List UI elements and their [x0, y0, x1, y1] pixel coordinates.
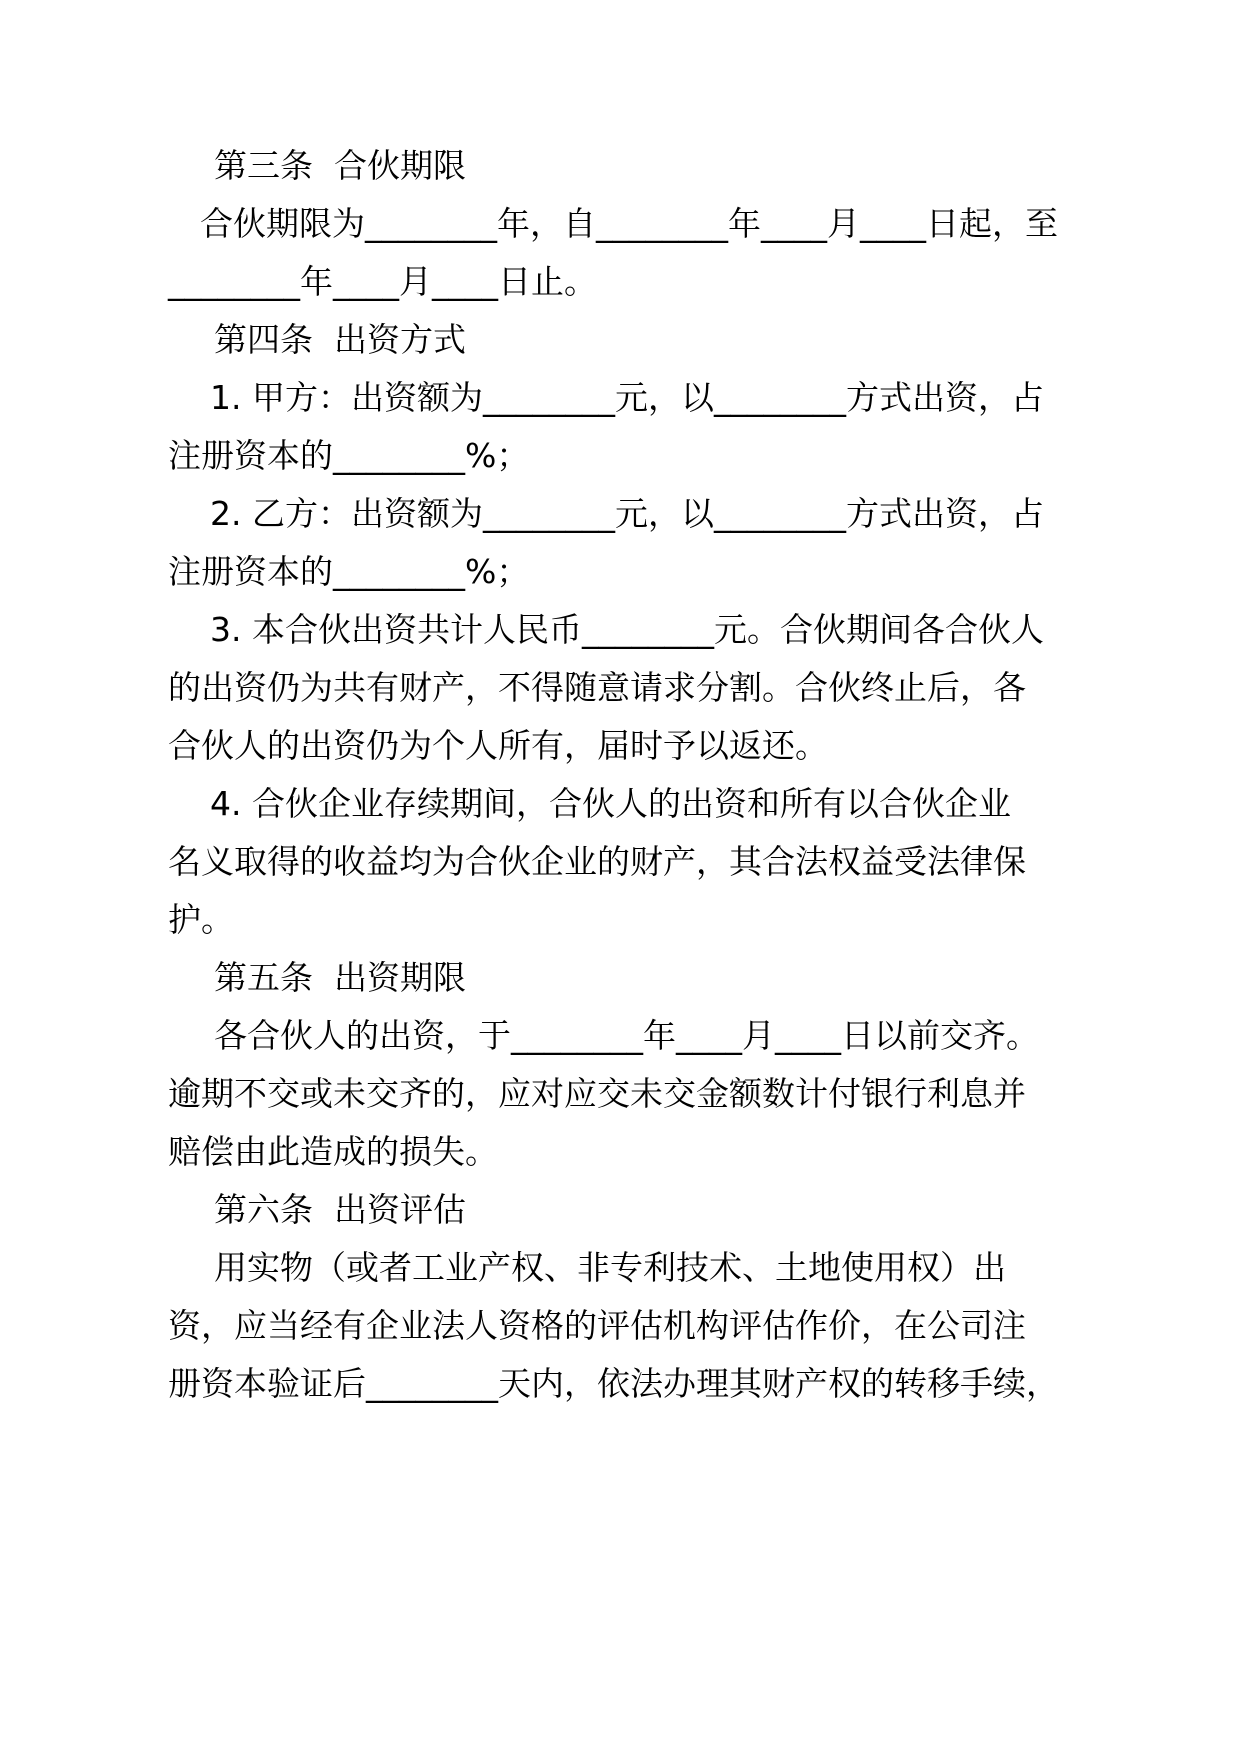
article-3-heading: 第三条 合伙期限: [214, 146, 466, 185]
article-6-heading: 第六条 出资评估: [214, 1190, 466, 1229]
body-line: 各合伙人的出资，于________年____月____日以前交齐。: [214, 1016, 1039, 1055]
list-item: 3. 本合伙出资共计人民币________元。合伙期间各合伙人: [210, 610, 1044, 649]
body-line: ________年____月____日止。: [168, 262, 597, 301]
list-item: 4. 合伙企业存续期间，合伙人的出资和所有以合伙企业: [210, 784, 1011, 823]
article-5-heading: 第五条 出资期限: [214, 958, 466, 997]
body-line: 用实物（或者工业产权、非专利技术、土地使用权）出: [214, 1248, 1006, 1287]
body-line: 注册资本的________%；: [168, 436, 530, 475]
body-line: 护。: [168, 900, 234, 939]
body-line: 的出资仍为共有财产，不得随意请求分割。合伙终止后，各: [168, 668, 1026, 707]
list-item: 1. 甲方：出资额为________元，以________方式出资，占: [210, 378, 1044, 417]
body-line: 合伙期限为________年，自________年____月____日起，至: [200, 204, 1058, 243]
body-line: 资，应当经有企业法人资格的评估机构评估作价，在公司注: [168, 1306, 1026, 1345]
body-line: 赔偿由此造成的损失。: [168, 1132, 498, 1171]
article-4-heading: 第四条 出资方式: [214, 320, 466, 359]
body-line: 合伙人的出资仍为个人所有，届时予以返还。: [168, 726, 828, 765]
body-line: 名义取得的收益均为合伙企业的财产，其合法权益受法律保: [168, 842, 1026, 881]
body-line: 逾期不交或未交齐的，应对应交未交金额数计付银行利息并: [168, 1074, 1026, 1113]
body-line: 册资本验证后________天内，依法办理其财产权的转移手续，: [168, 1364, 1059, 1403]
list-item: 2. 乙方：出资额为________元，以________方式出资，占: [210, 494, 1044, 533]
body-line: 注册资本的________%；: [168, 552, 530, 591]
